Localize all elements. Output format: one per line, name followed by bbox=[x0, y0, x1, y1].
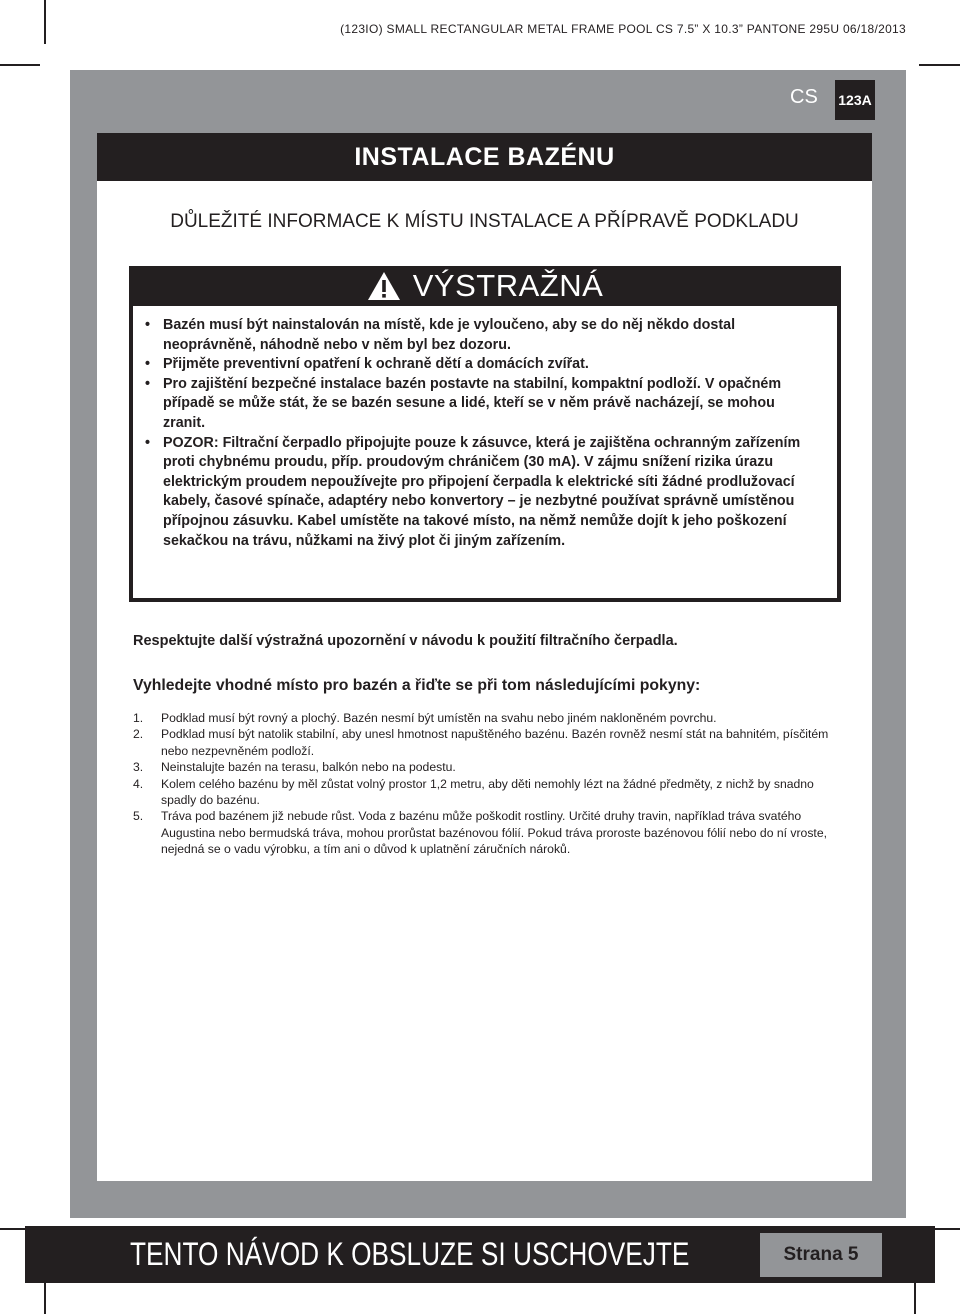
print-header: (123IO) SMALL RECTANGULAR METAL FRAME POOL CS 7.5” X 10.3” PANTONE 295U 06/18/2013 bbox=[340, 22, 906, 36]
bullet-icon: • bbox=[145, 375, 151, 392]
bullet-icon: • bbox=[145, 317, 151, 333]
warning-item: • Přijměte preventivní opatření k ochraně dětí a domácích zvířat. bbox=[163, 355, 817, 375]
warning-header bbox=[133, 266, 837, 306]
crop-mark bbox=[44, 0, 46, 44]
bullet-icon: • bbox=[145, 356, 151, 373]
warning-item: • Pro zajištění bezpečné instalace bazén postavte na stabilní, kompaktní podloží. V opačném případě se může stát, že se bazén sesune a lidé, kteří se v něm právě nacházejí, se mohou zranit. bbox=[145, 375, 782, 431]
crop-mark bbox=[0, 64, 40, 66]
footer-bar bbox=[25, 1226, 935, 1283]
warning-item: • Bazén musí být nainstalován na místě, kde je vyloučeno, aby se do něj někdo dostal neoprávněně, náhodně nebo v něm byl bez dozoru. bbox=[145, 317, 736, 353]
step-item: 3. Neinstalujte bazén na terasu, balkón nebo na podestu. bbox=[133, 760, 456, 775]
pump-note: Respektujte další výstražná upozornění v návodu k použití filtračního čerpadla. bbox=[133, 633, 678, 649]
crop-mark bbox=[914, 1282, 916, 1314]
step-item: 2. Podklad musí být natolik stabilní, aby unesl hmotnost napuštěného bazénu. Bazén rovněž nesmí stát na bahnitém, písčitém nebo nezpevněném podloží. bbox=[133, 727, 829, 758]
page-title: INSTALACE BAZÉNU bbox=[97, 133, 872, 181]
section-subtitle: DŮLEŽITÉ INFORMACE K MÍSTU INSTALACE A PŘÍPRAVĚ PODKLADU bbox=[170, 211, 799, 232]
bullet-icon: • bbox=[145, 434, 151, 451]
content-panel bbox=[97, 133, 872, 1181]
warning-title: VÝSTRAŽNÁ bbox=[412, 268, 604, 303]
warning-triangle-icon bbox=[367, 271, 413, 301]
instruction-steps bbox=[133, 710, 833, 858]
model-code-badge: 123A bbox=[835, 80, 875, 120]
step-item: 4. Kolem celého bazénu by měl zůstat volný prostor 1,2 metru, aby děti nemohly lézt na žádné předměty, z nichž by snadno spadly do bazénu. bbox=[133, 776, 814, 808]
step-item: 1. Podklad musí být rovný a plochý. Bazén nesmí být umístěn na svahu nebo jiném nakloněném povrchu. bbox=[133, 711, 717, 725]
instructions-heading: Vyhledejte vhodné místo pro bazén a řiďte se při tom následujícími pokyny: bbox=[133, 677, 701, 694]
step-item: 5. Tráva pod bazénem již nebude růst. Voda z bazénu může poškodit rostliny. Určité druhy travin, například tráva svatého Augustina nebo bermudská tráva, mohou prorůstat bazénovou fólií. Pokud tráva proroste bazénovou fólií nebo do ní vroste, nejedná se o vadu výrobku, a tím ani o důvod k uplatnění záručních nároků. bbox=[133, 809, 827, 857]
warning-list bbox=[133, 316, 837, 551]
crop-mark bbox=[44, 1282, 46, 1314]
warning-item: • POZOR: Filtrační čerpadlo připojujte pouze k zásuvce, která je zajištěna ochranným zařízením proti chybnému proudu, příp. proudovým chráničem (30 mA). V zájmu snížení rizika úrazu elektrickým proudem nepoužívejte pro připojení čerpadla k elektrické síti žádné prodlužovací kabely, časové spínače, adaptéry nebo konvertory – je nezbytné používat správně umístěnou přípojnou zásuvku. Kabel umístěte na takové místo, na němž nemůže dojít k jeho poškození sekačkou na trávu, nůžkami na živý plot či jiným zařízením. bbox=[145, 434, 801, 549]
language-code: CS bbox=[790, 86, 818, 108]
warning-box bbox=[129, 266, 841, 602]
crop-mark bbox=[919, 64, 960, 66]
page-number: Strana 5 bbox=[760, 1233, 882, 1277]
footer-keep-manual-text: TENTO NÁVOD K OBSLUZE SI USCHOVEJTE bbox=[130, 1236, 690, 1272]
